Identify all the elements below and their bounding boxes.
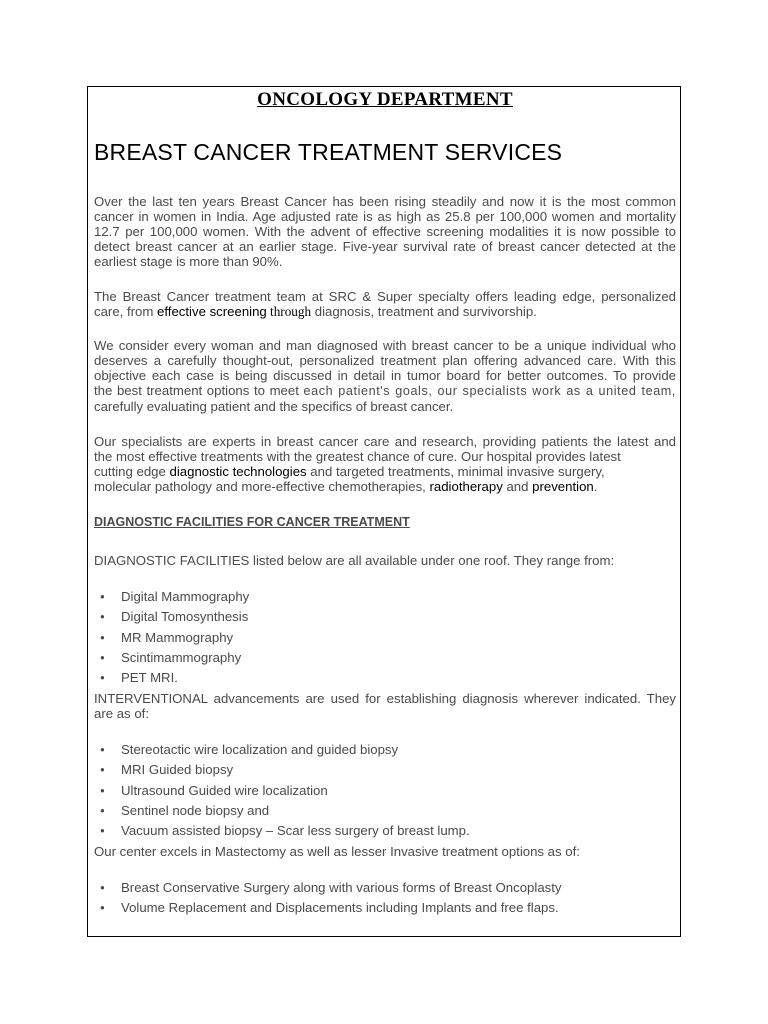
paragraph-line: Our specialists are experts in breast cancer care and research, providing patients the latest and xyxy=(94,434,676,449)
list-item xyxy=(94,821,470,841)
page-title: BREAST CANCER TREATMENT SERVICES xyxy=(94,139,563,165)
text-fragment: cutting edge xyxy=(94,464,170,479)
bullet-icon: ● xyxy=(100,826,105,836)
intro-paragraph xyxy=(94,194,676,269)
diagnostic-facilities-heading: DIAGNOSTIC FACILITIES FOR CANCER TREATMENT xyxy=(94,515,410,529)
mastectomy-intro xyxy=(94,844,676,859)
paragraph-line: the most effective treatments with the greatest chance of cure. Our hospital provides latest xyxy=(94,449,621,464)
paragraph-line: objective each case is being discussed in detail in tumor board for better outcomes. To provide xyxy=(94,368,676,383)
radiotherapy-link[interactable]: radiotherapy xyxy=(429,479,503,494)
specialists-paragraph xyxy=(94,434,676,494)
list-item-text: PET MRI. xyxy=(121,670,178,686)
list-item xyxy=(94,628,249,648)
list-item xyxy=(94,587,249,607)
approach-paragraph xyxy=(94,338,676,414)
bullet-icon: ● xyxy=(100,612,105,622)
list-item-text: Digital Tomosynthesis xyxy=(121,609,249,625)
bullet-icon: ● xyxy=(100,652,105,662)
list-item-text: Stereotactic wire localization and guided biopsy xyxy=(121,742,399,757)
paragraph-line: detect breast cancer at an earlier stage. Five-year survival rate of breast cancer detected at the xyxy=(94,239,676,254)
team-paragraph xyxy=(94,289,676,319)
paragraph-line: Over the last ten years Breast Cancer has been rising steadily and now it is the most common xyxy=(94,194,676,209)
list-item xyxy=(94,740,470,760)
interventional-list xyxy=(94,740,470,841)
list-item-text: MR Mammography xyxy=(121,629,234,645)
bullet-icon: ● xyxy=(100,745,105,754)
list-item xyxy=(94,607,249,627)
text-fragment: diagnosis, treatment and survivorship. xyxy=(311,304,537,319)
diagnostic-technologies-link[interactable]: diagnostic technologies xyxy=(169,464,307,479)
text-fragment: molecular pathology and more-effective chemotherapies, xyxy=(94,479,430,494)
list-item-text: Breast Conservative Surgery along with various forms of Breast Oncoplasty xyxy=(121,880,562,895)
list-item xyxy=(94,801,470,821)
paragraph-line: The Breast Cancer treatment team at SRC & Super specialty offers leading edge, personalized xyxy=(94,289,676,304)
bullet-icon: ● xyxy=(100,785,105,795)
prevention-link[interactable]: prevention xyxy=(532,479,594,494)
list-item-text: Scintimammography xyxy=(121,649,242,665)
bullet-icon: ● xyxy=(100,805,105,815)
text-fragment: . xyxy=(593,479,598,494)
paragraph-line: 12.7 per 100,000 women. With the advent of effective screening modalities it is now possible to xyxy=(94,224,676,239)
paragraph-line: earliest stage is more than 90%. xyxy=(94,254,283,269)
list-item xyxy=(94,648,249,668)
bullet-icon: ● xyxy=(100,632,105,642)
list-item-text: MRI Guided biopsy xyxy=(121,762,234,778)
paragraph-line xyxy=(94,464,676,479)
diagnostic-list xyxy=(94,587,249,688)
paragraph-line xyxy=(94,304,676,319)
department-heading: ONCOLOGY DEPARTMENT xyxy=(257,89,513,110)
text-fragment: care, from xyxy=(94,304,158,319)
paragraph-line: are as of: xyxy=(94,706,149,721)
paragraph-line xyxy=(94,479,676,494)
paragraph-line: deserves a carefully thought-out, personalized treatment plan offering advanced care. With this xyxy=(94,353,676,368)
paragraph-line: Our center excels in Mastectomy as well as lesser Invasive treatment options as of: xyxy=(94,844,580,859)
text-fragment: the best treatment options to meet xyxy=(94,383,304,398)
list-item xyxy=(94,668,249,688)
list-item-text: Ultrasound Guided wire localization xyxy=(121,782,328,798)
interventional-intro xyxy=(94,691,676,721)
bullet-icon: ● xyxy=(100,903,105,913)
paragraph-line: We consider every woman and man diagnosed with breast cancer to be a unique individual who xyxy=(94,338,676,353)
list-item xyxy=(94,878,562,898)
list-item xyxy=(94,898,562,918)
bullet-icon: ● xyxy=(100,883,105,892)
bullet-icon: ● xyxy=(100,673,105,683)
paragraph-line xyxy=(94,383,676,399)
paragraph-line: DIAGNOSTIC FACILITIES listed below are all available under one roof. They range from: xyxy=(94,553,615,568)
document-frame xyxy=(87,86,681,937)
text-fragment: and xyxy=(502,479,533,494)
paragraph-line: carefully evaluating patient and the specifics of breast cancer. xyxy=(94,399,454,414)
bullet-icon: ● xyxy=(100,765,105,775)
list-item xyxy=(94,760,470,780)
list-item-text: Vacuum assisted biopsy – Scar less surgery of breast lump. xyxy=(121,823,470,839)
list-item-text: Digital Mammography xyxy=(121,589,250,604)
paragraph-line: INTERVENTIONAL advancements are used for establishing diagnosis wherever indicated. They xyxy=(94,691,676,706)
text-fragment: and targeted treatments, minimal invasive surgery, xyxy=(306,464,605,479)
paragraph-line: cancer in women in India. Age adjusted rate is as high as 25.8 per 100,000 women and mortality xyxy=(94,209,676,224)
list-item xyxy=(94,781,470,801)
effective-screening-link[interactable]: effective screening xyxy=(157,304,267,319)
mastectomy-list xyxy=(94,878,562,919)
diagnostic-intro xyxy=(94,553,676,568)
bullet-icon: ● xyxy=(100,592,105,601)
list-item-text: Volume Replacement and Displacements including Implants and free flaps. xyxy=(121,900,559,916)
text-fragment: through xyxy=(266,304,312,319)
text-fragment: each patient's goals, our specialists work as a united team, xyxy=(303,384,677,398)
list-item-text: Sentinel node biopsy and xyxy=(121,802,270,818)
